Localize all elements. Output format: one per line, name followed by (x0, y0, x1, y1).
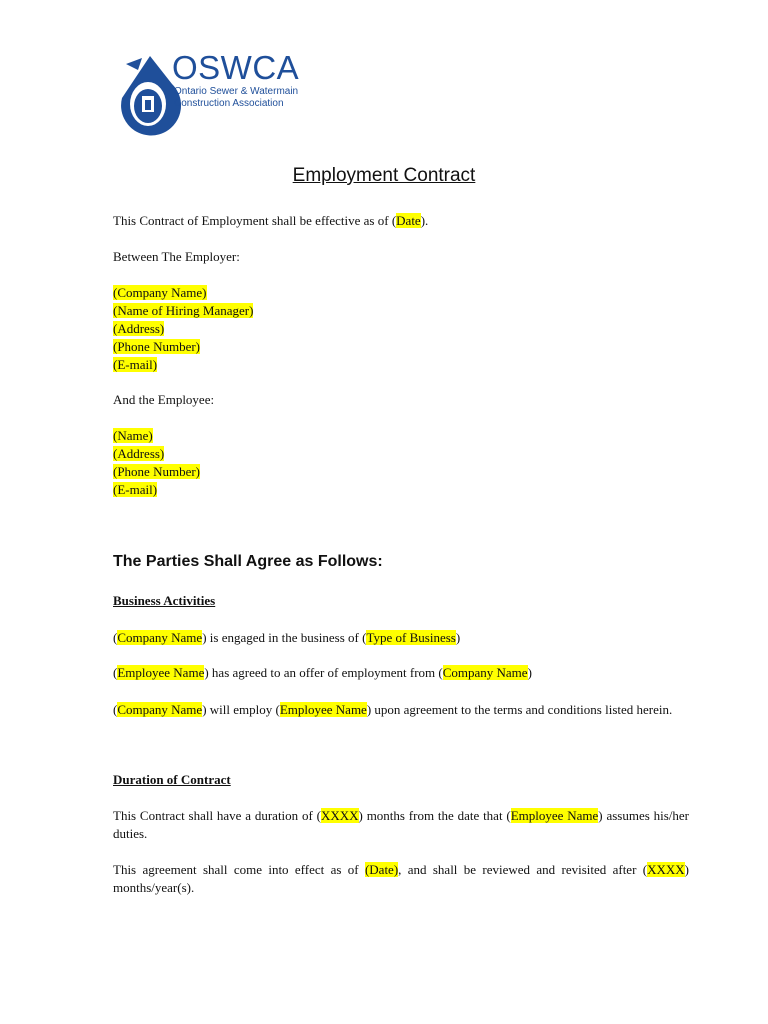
logo-wordmark: OSWCA (172, 49, 300, 86)
period-placeholder: XXXX (647, 862, 685, 877)
logo-tagline-line2: Construction Association (174, 98, 284, 109)
employee-name: (Name) (113, 428, 153, 443)
duration-heading: Duration of Contract (113, 772, 231, 787)
document-title: Employment Contract (292, 165, 476, 186)
employer-company-name: (Company Name) (113, 285, 207, 300)
text-fragment: This agreement shall come into effect as of (113, 862, 365, 877)
employer-hiring-manager: (Name of Hiring Manager) (113, 303, 254, 318)
date-placeholder: Date (396, 213, 421, 228)
employee-details (113, 427, 689, 499)
company-name-placeholder: Company Name (442, 665, 528, 680)
text-fragment: ) (527, 665, 532, 680)
text-fragment: ) will employ ( (202, 702, 280, 717)
company-name-placeholder: Company Name (117, 630, 203, 645)
intro-text: This Contract of Employment shall be effective as of ( (113, 213, 397, 228)
business-type-placeholder: Type of Business (366, 630, 456, 645)
business-paragraph-3 (113, 701, 689, 719)
text-fragment: ) has agreed to an offer of employment from ( (204, 665, 443, 680)
intro-close: ). (420, 213, 429, 228)
business-paragraph-2 (113, 664, 689, 682)
employer-phone: (Phone Number) (113, 339, 201, 354)
employee-address: (Address) (113, 446, 165, 461)
employee-phone: (Phone Number) (113, 464, 201, 479)
logo-tagline (174, 86, 298, 110)
business-paragraph-1 (113, 629, 689, 647)
intro-paragraph (113, 212, 689, 230)
text-fragment: ) is engaged in the business of ( (202, 630, 367, 645)
employer-address: (Address) (113, 321, 165, 336)
employee-heading: And the Employee: (113, 392, 215, 407)
company-name-placeholder: Company Name (117, 702, 203, 717)
employee-name-placeholder: Employee Name (510, 808, 599, 823)
text-fragment: ) (455, 630, 461, 645)
oswca-logo (112, 46, 327, 146)
employer-heading: Between The Employer: (113, 249, 240, 264)
duration-paragraph-2 (113, 861, 689, 897)
text-fragment: ( (113, 665, 118, 680)
employee-name-placeholder: Employee Name (279, 702, 367, 717)
business-activities-heading: Business Activities (113, 593, 216, 608)
parties-heading: The Parties Shall Agree as Follows: (113, 553, 383, 570)
employee-name-placeholder: Employee Name (117, 665, 205, 680)
date-placeholder: (Date) (364, 862, 399, 877)
text-fragment: ) assumes his/her duties. (113, 808, 689, 841)
text-fragment: , and shall be reviewed and revisited after ( (398, 862, 648, 877)
employee-email: (E-mail) (113, 482, 158, 497)
employer-details (113, 284, 689, 374)
text-fragment: ( (113, 702, 118, 717)
text-fragment: ) months/year(s). (113, 862, 689, 895)
text-fragment: ) upon agreement to the terms and conditions listed herein. (366, 702, 673, 717)
employer-email: (E-mail) (113, 357, 158, 372)
months-placeholder: XXXX (320, 808, 359, 823)
text-fragment: This Contract shall have a duration of ( (113, 808, 321, 823)
text-fragment: ( (113, 630, 118, 645)
logo-tagline-line1: Ontario Sewer & Watermain (174, 86, 299, 97)
duration-paragraph-1 (113, 807, 689, 843)
text-fragment: ) months from the date that ( (358, 808, 511, 823)
